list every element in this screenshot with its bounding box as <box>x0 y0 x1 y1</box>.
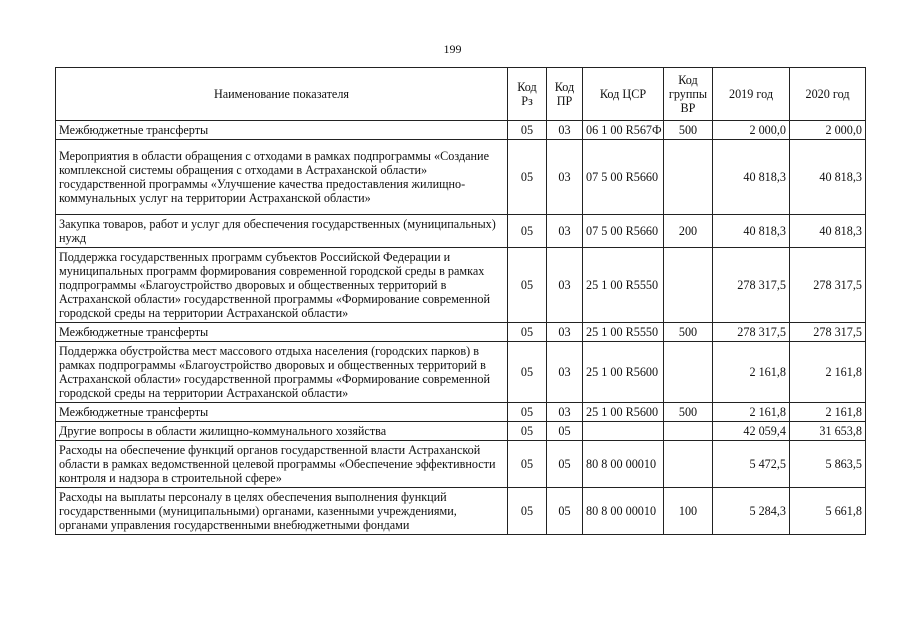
cell-2019: 278 317,5 <box>713 323 790 342</box>
header-rz: Код Рз <box>508 68 547 121</box>
cell-name: Закупка товаров, работ и услуг для обеспечения государственных (муниципальных) нужд <box>56 215 508 248</box>
cell-2019: 5 284,3 <box>713 488 790 535</box>
cell-csr: 80 8 00 00010 <box>583 441 664 488</box>
cell-2020: 2 000,0 <box>790 121 866 140</box>
cell-2020: 40 818,3 <box>790 140 866 215</box>
cell-rz: 05 <box>508 441 547 488</box>
table-row <box>56 488 866 535</box>
page-number: 199 <box>443 42 462 56</box>
cell-name: Межбюджетные трансферты <box>56 323 508 342</box>
cell-csr: 25 1 00 R5600 <box>583 342 664 403</box>
cell-rz: 05 <box>508 323 547 342</box>
cell-rz: 05 <box>508 342 547 403</box>
cell-vr <box>664 248 713 323</box>
cell-2020: 40 818,3 <box>790 215 866 248</box>
cell-2020: 278 317,5 <box>790 248 866 323</box>
cell-vr <box>664 342 713 403</box>
cell-rz: 05 <box>508 121 547 140</box>
cell-2020: 31 653,8 <box>790 422 866 441</box>
header-csr: Код ЦСР <box>583 68 664 121</box>
budget-table <box>55 67 866 535</box>
cell-vr: 500 <box>664 121 713 140</box>
cell-pr: 03 <box>547 121 583 140</box>
cell-2020: 5 661,8 <box>790 488 866 535</box>
header-vr: Код группы ВР <box>664 68 713 121</box>
cell-name: Расходы на выплаты персоналу в целях обеспечения выполнения функций государственными (муниципальными) органами, казенными учреждениями, органами управления государственными внебюджетными фондами <box>56 488 508 535</box>
cell-csr: 80 8 00 00010 <box>583 488 664 535</box>
table-row <box>56 323 866 342</box>
cell-csr <box>583 422 664 441</box>
cell-name: Мероприятия в области обращения с отходами в рамках подпрограммы «Создание комплексной системы обращения с отходами в Астраханской области» государственной программы «Улучшение качества предоставления жилищно-коммунальных услуг на территории Астраханской области» <box>56 140 508 215</box>
cell-name: Межбюджетные трансферты <box>56 121 508 140</box>
cell-vr: 500 <box>664 403 713 422</box>
cell-2020: 2 161,8 <box>790 403 866 422</box>
cell-vr <box>664 140 713 215</box>
cell-2020: 2 161,8 <box>790 342 866 403</box>
table-row <box>56 121 866 140</box>
cell-name: Поддержка обустройства мест массового отдыха населения (городских парков) в рамках подпрограммы «Благоустройство дворовых и общественных территорий в Астраханской области» государственной программы «Формирование современной городской среды на территории Астраханской области» <box>56 342 508 403</box>
cell-name: Расходы на обеспечение функций органов государственной власти Астраханской области в рамках ведомственной целевой программы «Обеспечение эффективности контроля и надзора в строительной сфере» <box>56 441 508 488</box>
cell-csr: 07 5 00 R5660 <box>583 140 664 215</box>
cell-rz: 05 <box>508 488 547 535</box>
cell-pr: 05 <box>547 488 583 535</box>
table-row <box>56 215 866 248</box>
table-row <box>56 342 866 403</box>
cell-vr <box>664 441 713 488</box>
header-2019: 2019 год <box>713 68 790 121</box>
cell-2019: 2 161,8 <box>713 342 790 403</box>
cell-2019: 40 818,3 <box>713 140 790 215</box>
table-row <box>56 140 866 215</box>
cell-2019: 5 472,5 <box>713 441 790 488</box>
cell-vr <box>664 422 713 441</box>
cell-pr: 05 <box>547 441 583 488</box>
table-row <box>56 422 866 441</box>
cell-rz: 05 <box>508 140 547 215</box>
cell-csr: 25 1 00 R5550 <box>583 248 664 323</box>
cell-pr: 05 <box>547 422 583 441</box>
cell-vr: 500 <box>664 323 713 342</box>
table-header-row <box>56 68 866 121</box>
cell-2020: 5 863,5 <box>790 441 866 488</box>
header-2020: 2020 год <box>790 68 866 121</box>
cell-2019: 40 818,3 <box>713 215 790 248</box>
cell-csr: 07 5 00 R5660 <box>583 215 664 248</box>
cell-csr: 25 1 00 R5600 <box>583 403 664 422</box>
cell-name: Другие вопросы в области жилищно-коммунального хозяйства <box>56 422 508 441</box>
header-pr: Код ПР <box>547 68 583 121</box>
cell-pr: 03 <box>547 342 583 403</box>
cell-pr: 03 <box>547 403 583 422</box>
cell-rz: 05 <box>508 248 547 323</box>
cell-vr: 200 <box>664 215 713 248</box>
cell-pr: 03 <box>547 248 583 323</box>
cell-rz: 05 <box>508 422 547 441</box>
cell-2019: 2 161,8 <box>713 403 790 422</box>
cell-pr: 03 <box>547 215 583 248</box>
table-row <box>56 248 866 323</box>
cell-2019: 2 000,0 <box>713 121 790 140</box>
cell-csr: 25 1 00 R5550 <box>583 323 664 342</box>
cell-rz: 05 <box>508 215 547 248</box>
cell-2020: 278 317,5 <box>790 323 866 342</box>
cell-csr: 06 1 00 R567Ф <box>583 121 664 140</box>
cell-2019: 278 317,5 <box>713 248 790 323</box>
cell-rz: 05 <box>508 403 547 422</box>
cell-name: Поддержка государственных программ субъектов Российской Федерации и муниципальных программ формирования современной городской среды в рамках подпрограммы «Благоустройство дворовых и общественных территорий в Астраханской области» государственной программы «Формирование современной городской среды на территории Астраханской области» <box>56 248 508 323</box>
table-row <box>56 403 866 422</box>
cell-vr: 100 <box>664 488 713 535</box>
cell-2019: 42 059,4 <box>713 422 790 441</box>
cell-pr: 03 <box>547 140 583 215</box>
table-row <box>56 441 866 488</box>
header-name: Наименование показателя <box>56 68 508 121</box>
cell-name: Межбюджетные трансферты <box>56 403 508 422</box>
cell-pr: 03 <box>547 323 583 342</box>
